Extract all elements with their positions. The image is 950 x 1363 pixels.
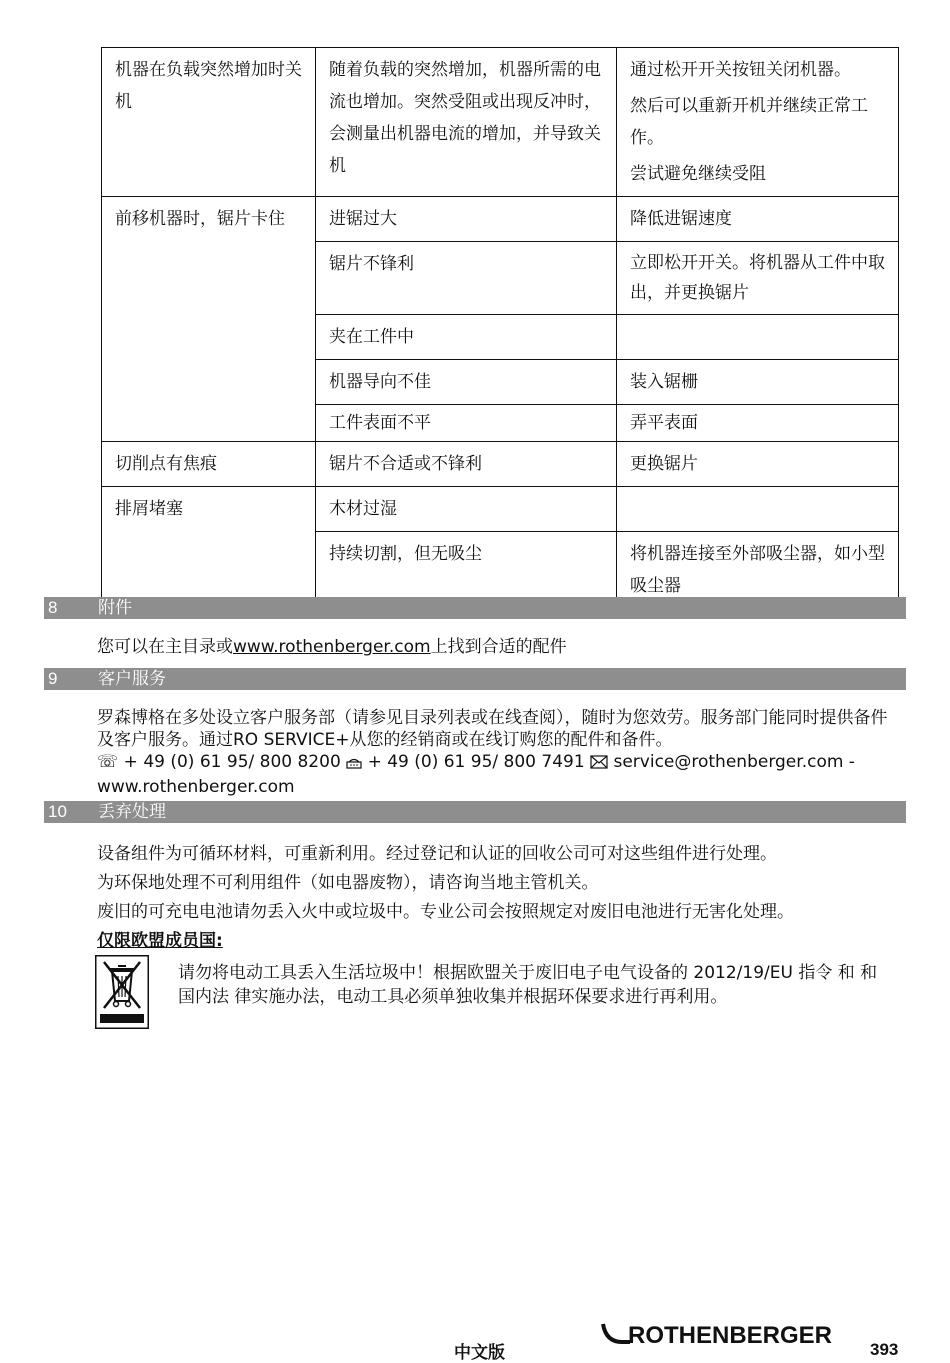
fault-cell (102, 197, 316, 442)
section-title: 附件 (98, 598, 132, 617)
cause-cell (316, 315, 617, 360)
section-header-disposal (44, 801, 906, 823)
service-website: www.rothenberger.com (97, 777, 295, 797)
section-header-customer-service (44, 668, 906, 690)
weee-text: 请勿将电动工具丢入生活垃圾中！根据欧盟关于废旧电子电气设备的 2012/19/EU 指令 和 和国内法 律实施办法，电动工具必须单独收集并根据环保要求进行再利用。 (178, 963, 878, 1007)
section-title: 丢弃处理 (98, 802, 166, 821)
remedy-text: 立即松开开关。将机器从工件中取出，并更换锯片 (630, 253, 885, 303)
cause-text: 随着负载的突然增加，机器所需的电流也增加。突然受阻或出现反冲时，会测量出机器电流的增加，并导致关机 (329, 60, 601, 176)
table-row (102, 442, 899, 487)
phone-number: + 49 (0) 61 95/ 800 8200 (123, 752, 341, 772)
remedy-cell (617, 315, 899, 360)
remedy-text: 通过松开开关按钮关闭机器。 (630, 60, 851, 80)
phone-icon: ☏ (97, 752, 119, 772)
remedy-cell (617, 197, 899, 242)
fault-text: 切削点有焦痕 (115, 454, 217, 474)
page-number: 393 (870, 1340, 899, 1359)
section-header-accessories (44, 597, 906, 619)
accessories-text-after: 上找到合适的配件 (430, 637, 567, 657)
cause-text: 木材过湿 (329, 499, 397, 519)
remedy-cell (617, 242, 899, 315)
eu-heading: 仅限欧盟成员国: (97, 931, 223, 951)
footer-language: 中文版 (454, 1343, 505, 1363)
remedy-text: 降低进锯速度 (630, 209, 732, 229)
cause-text: 进锯过大 (329, 209, 397, 229)
cause-text: 持续切割，但无吸尘 (329, 544, 482, 564)
remedy-text: 将机器连接至外部吸尘器，如小型吸尘器 (630, 544, 885, 596)
cause-text: 夹在工件中 (329, 327, 414, 347)
remedy-cell (617, 360, 899, 405)
cause-cell (316, 197, 617, 242)
remedy-cell (617, 442, 899, 487)
fault-text: 机器在负载突然增加时关机 (115, 60, 302, 112)
crossed-bin-icon (95, 955, 149, 1029)
accessories-text-before: 您可以在主目录或 (97, 637, 233, 657)
disposal-text: 设备组件为可循环材料，可重新利用。经过登记和认证的回收公司可对这些组件进行处理。 (97, 844, 777, 864)
fax-icon (346, 754, 362, 776)
service-paragraph (97, 707, 892, 798)
disposal-paragraphs (97, 840, 897, 956)
cause-cell (316, 487, 617, 532)
rothenberger-logo (600, 1318, 860, 1350)
cause-cell (316, 442, 617, 487)
troubleshooting-table (101, 47, 899, 609)
fault-text: 排屑堵塞 (115, 499, 183, 519)
cause-cell (316, 405, 617, 442)
table-row (102, 197, 899, 242)
remedy-text: 更换锯片 (630, 454, 698, 474)
fault-cell (102, 48, 316, 197)
fault-cell (102, 487, 316, 609)
table-row (102, 487, 899, 532)
rothenberger-link[interactable]: www.rothenberger.com (233, 637, 431, 657)
cause-text: 工件表面不平 (329, 413, 431, 433)
section-number: 10 (48, 802, 67, 821)
service-text: 罗森博格在多处设立客户服务部（请参见目录列表或在线查阅），随时为您效劳。服务部门能同时提供备件及客户服务。通过RO SERVICE+从您的经销商或在线订购您的配件和备件。 (97, 708, 888, 750)
brand-text: ROTHENBERGER (628, 1322, 833, 1349)
cause-cell (316, 242, 617, 315)
cause-text: 锯片不锋利 (329, 254, 414, 274)
service-email: service@rothenberger.com - (613, 752, 855, 772)
section-number: 9 (48, 669, 58, 688)
cause-cell (316, 48, 617, 197)
accessories-text (97, 636, 897, 658)
fault-cell (102, 442, 316, 487)
cause-cell (316, 360, 617, 405)
table-row (102, 48, 899, 197)
envelope-icon (590, 753, 608, 775)
disposal-text: 为环保地处理不可利用组件（如电器废物），请咨询当地主管机关。 (97, 873, 599, 893)
remedy-cell (617, 405, 899, 442)
remedy-text: 然后可以重新开机并继续正常工作。 (630, 96, 868, 148)
cause-text: 机器导向不佳 (329, 372, 431, 392)
remedy-text: 弄平表面 (630, 413, 698, 433)
remedy-cell (617, 48, 899, 197)
remedy-cell (617, 487, 899, 532)
remedy-text: 装入锯栅 (630, 372, 698, 392)
fault-text: 前移机器时，锯片卡住 (115, 209, 285, 229)
fax-number: + 49 (0) 61 95/ 800 7491 (367, 752, 585, 772)
section-title: 客户服务 (98, 669, 166, 688)
remedy-text: 尝试避免继续受阻 (630, 164, 766, 184)
disposal-text: 废旧的可充电电池请勿丢入火中或垃圾中。专业公司会按照规定对废旧电池进行无害化处理。 (97, 902, 794, 922)
cause-text: 锯片不合适或不锋利 (329, 454, 482, 474)
section-number: 8 (48, 598, 58, 617)
